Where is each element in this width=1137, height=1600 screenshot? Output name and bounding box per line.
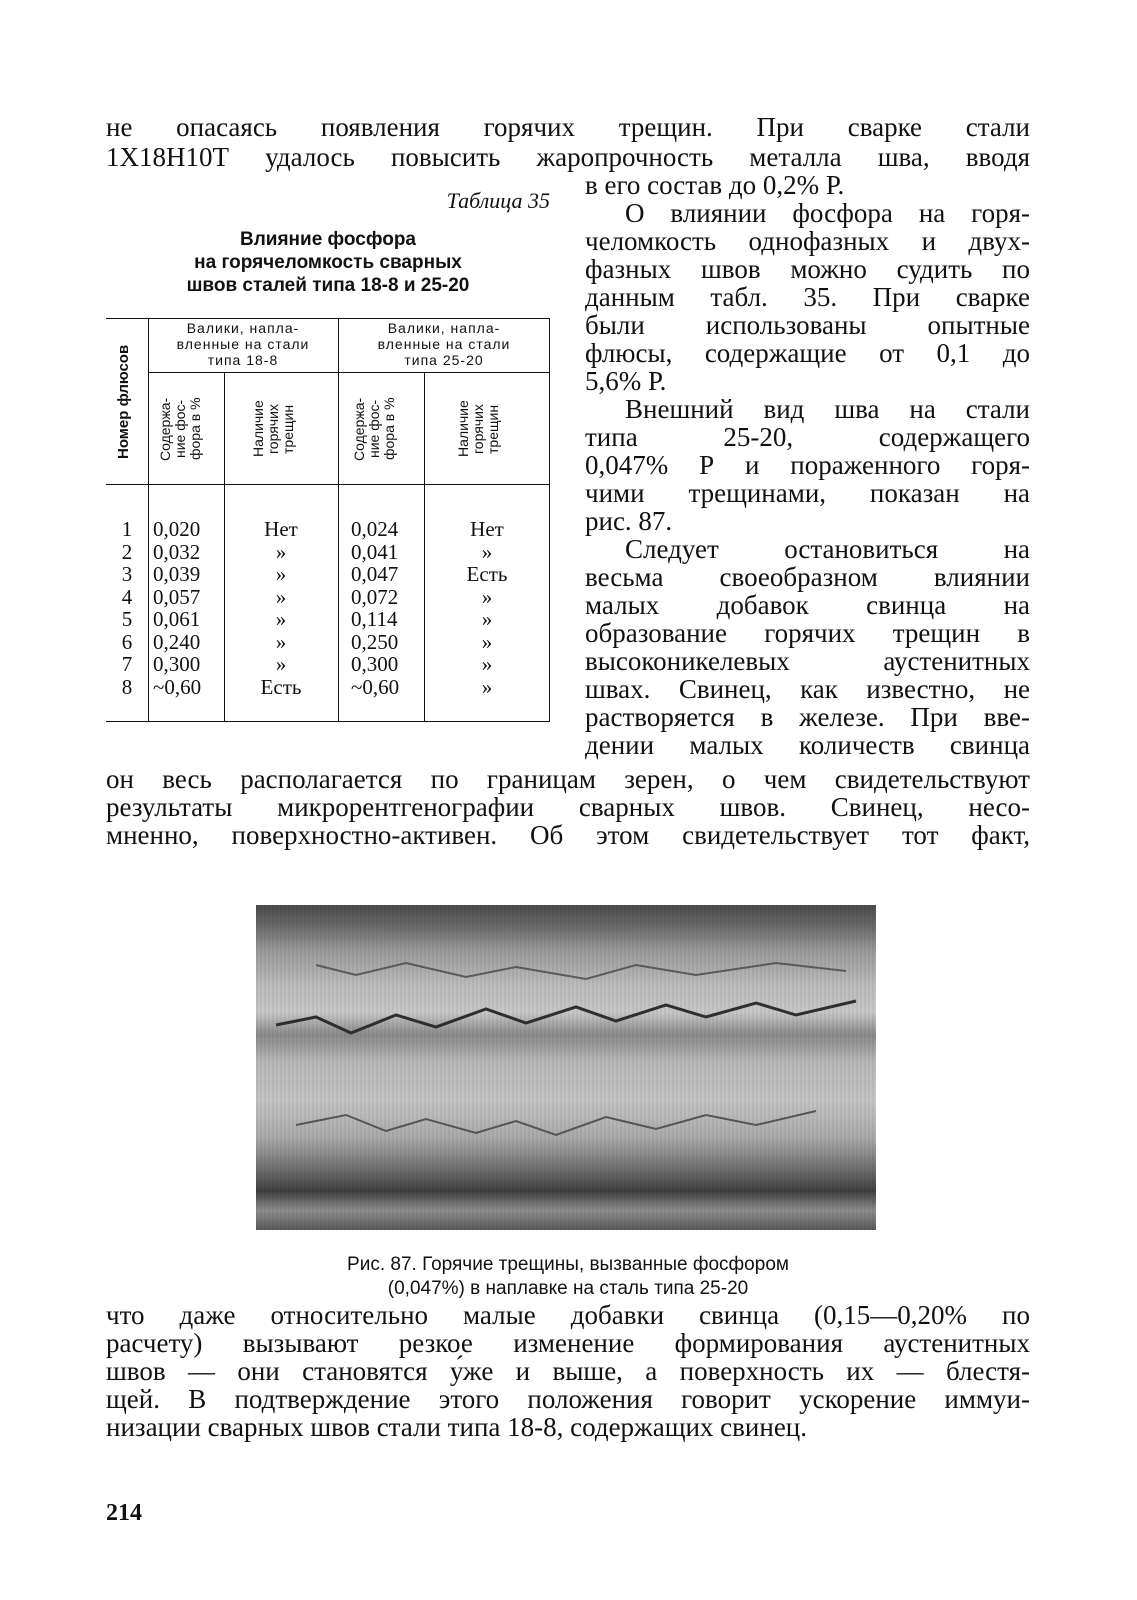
header-line: вленные на стали xyxy=(377,336,511,352)
table-cell: » xyxy=(481,674,493,699)
table-cell: 6 xyxy=(121,629,133,654)
table-cell: 0,250 xyxy=(351,629,399,654)
header-cracks-18-8 xyxy=(251,378,311,480)
header-cracks-25-20 xyxy=(456,378,516,480)
body-text-line: рис. 87. xyxy=(585,506,673,536)
header-line: ние фос- xyxy=(172,399,188,459)
table-cell: » xyxy=(275,607,287,631)
table-column-flux xyxy=(116,518,138,698)
table-rule xyxy=(106,721,550,722)
header-line: Валики, напла- xyxy=(387,320,501,336)
table-cell: 0,300 xyxy=(351,652,399,676)
table-cell: 3 xyxy=(121,562,133,586)
table-cell: » xyxy=(481,652,493,676)
body-text-line: расчету) вызывают резкое изменение формирования аустенитных xyxy=(106,1328,1030,1358)
phosphorus-table xyxy=(106,318,550,742)
table-cell: » xyxy=(275,562,287,586)
body-text-line: были использованы опытные xyxy=(585,310,1030,340)
table-column-phosphorus-18-8 xyxy=(153,518,223,698)
table-rule xyxy=(549,318,550,721)
body-text-line: чими трещинами, показан на xyxy=(585,478,1030,508)
table-cell: 4 xyxy=(121,584,133,609)
header-line: Содержа- xyxy=(157,397,173,461)
header-line: Валики, напла- xyxy=(186,320,300,336)
table-rule xyxy=(106,484,550,485)
body-text-line: растворяется в железе. При вве- xyxy=(585,702,1030,732)
table-cell: 0,114 xyxy=(351,607,398,631)
table-cell: » xyxy=(275,629,287,654)
table-cell: 1 xyxy=(121,517,133,541)
crack-lines xyxy=(256,905,876,1230)
body-text-line: щей. В подтверждение этого положения говорит ускорение иммуи- xyxy=(106,1384,1030,1414)
table-cell: » xyxy=(481,607,493,631)
body-text-line: что даже относительно малые добавки свинца (0,15—0,20% по xyxy=(106,1300,1030,1330)
table-rule xyxy=(424,373,425,721)
weld-crack-photo xyxy=(256,905,876,1230)
figure-caption xyxy=(230,1253,906,1301)
table-cell: 5 xyxy=(121,607,133,631)
table-cell: ~0,60 xyxy=(351,674,400,699)
body-text-line: 5,6% Р. xyxy=(585,366,667,396)
header-line: горячих xyxy=(265,404,281,454)
body-text-line: флюсы, содержащие от 0,1 до xyxy=(585,338,1030,368)
body-text-line: дении малых количеств свинца xyxy=(585,730,1030,760)
header-line: ние фос- xyxy=(366,399,382,459)
table-cell: » xyxy=(275,652,287,676)
table-cell: » xyxy=(481,584,493,609)
body-text-line: он весь располагается по границам зерен, о чем свидетельствуют xyxy=(106,764,1030,794)
body-text-line: результаты микрорентгенографии сварных швов. Свинец, несо- xyxy=(106,792,1030,822)
table-title xyxy=(108,228,548,297)
table-cell: » xyxy=(481,629,493,654)
body-text-line: образование горячих трещин в xyxy=(585,618,1030,648)
header-line: фора в % xyxy=(381,397,397,461)
header-flux-number: Номер флюсов xyxy=(115,344,132,460)
table-cell: 0,032 xyxy=(153,539,201,564)
table-cell: 2 xyxy=(121,539,133,564)
table-rule xyxy=(148,372,550,373)
table-cell: Есть xyxy=(260,674,302,699)
header-line: Наличие xyxy=(250,400,266,458)
table-title-line: на горячеломкость сварных xyxy=(194,252,462,273)
table-cell: » xyxy=(275,584,287,609)
body-text-line: О влиянии фосфора на горя- xyxy=(625,198,1030,228)
table-cell: 7 xyxy=(121,652,133,676)
table-cell: Нет xyxy=(470,517,504,541)
body-text-line: низации сварных швов стали типа 18-8, содержащих свинец. xyxy=(106,1412,807,1442)
table-cell: Есть xyxy=(466,562,508,586)
table-cell: 0,240 xyxy=(153,629,201,654)
table-cell: » xyxy=(275,539,287,564)
header-group-18-8 xyxy=(150,320,336,368)
header-line: трещин xyxy=(485,404,501,454)
body-text-line: швах. Свинец, как известно, не xyxy=(585,674,1030,704)
header-line: типа 18-8 xyxy=(207,352,279,368)
table-column-phosphorus-25-20 xyxy=(351,518,423,698)
table-title-line: швов сталей типа 18-8 и 25-20 xyxy=(186,275,470,296)
body-text-line: малых добавок свинца на xyxy=(585,590,1030,620)
header-line: Наличие xyxy=(455,400,471,458)
table-cell: 0,039 xyxy=(153,562,201,586)
body-text-line: данным табл. 35. При сварке xyxy=(585,282,1030,312)
table-rule xyxy=(148,318,149,721)
table-cell: » xyxy=(481,539,493,564)
table-title-line: Влияние фосфора xyxy=(239,229,416,250)
header-line: вленные на стали xyxy=(176,336,310,352)
table-cell: 0,300 xyxy=(153,652,201,676)
table-cell: Нет xyxy=(264,517,298,541)
table-cell: ~0,60 xyxy=(153,674,202,699)
header-line: трещин xyxy=(280,404,296,454)
table-rule xyxy=(106,318,550,319)
table-column-cracks-25-20 xyxy=(426,518,548,698)
body-text-line: Следует остановиться на xyxy=(625,534,1030,564)
table-rule xyxy=(224,373,225,721)
body-text-line: швов — они становятся у́же и выше, а поверхность их — блестя- xyxy=(106,1356,1030,1386)
table-cell: 0,024 xyxy=(351,517,399,541)
table-number: Таблица 35 xyxy=(446,188,550,213)
header-group-25-20 xyxy=(340,320,548,368)
table-cell: 0,047 xyxy=(351,562,399,586)
body-text-line: Внешний вид шва на стали xyxy=(625,394,1030,424)
caption-line: (0,047%) в наплавке на сталь типа 25-20 xyxy=(387,1278,749,1299)
header-line: типа 25-20 xyxy=(404,352,484,368)
table-cell: 0,041 xyxy=(351,539,399,564)
body-text-line: весьма своеобразном влиянии xyxy=(585,562,1030,592)
table-column-cracks-18-8 xyxy=(226,518,336,698)
body-text-line: челомкость однофазных и двух- xyxy=(585,226,1030,256)
caption-line: Рис. 87. Горячие трещины, вызванные фосфором xyxy=(347,1254,789,1275)
table-cell: 0,020 xyxy=(153,517,201,541)
header-phosphorus-25-20 xyxy=(352,378,412,480)
body-text-line: в его состав до 0,2% Р. xyxy=(585,170,845,200)
body-text-line: типа 25-20, содержащего xyxy=(585,422,1030,452)
header-phosphorus-18-8 xyxy=(158,378,218,480)
table-rule xyxy=(338,318,339,721)
body-text-line: 1Х18Н10Т удалось повысить жаропрочность металла шва, вводя xyxy=(106,142,1030,172)
table-cell: 0,057 xyxy=(153,584,201,609)
body-text-line: фазных швов можно судить по xyxy=(585,254,1030,284)
page-number: 214 xyxy=(106,1500,142,1526)
header-line: горячих xyxy=(470,404,486,454)
body-text-line: не опасаясь появления горячих трещин. При сварке стали xyxy=(106,112,1030,142)
body-text-line: мненно, поверхностно-активен. Об этом свидетельствует тот факт, xyxy=(106,820,1030,850)
table-cell: 8 xyxy=(121,674,133,699)
header-line: фора в % xyxy=(187,397,203,461)
table-cell: 0,061 xyxy=(153,607,201,631)
header-line: Содержа- xyxy=(351,397,367,461)
body-text-line: высоконикелевых аустенитных xyxy=(585,646,1030,676)
body-text-line: 0,047% Р и пораженного горя- xyxy=(585,450,1030,480)
table-cell: 0,072 xyxy=(351,584,399,609)
